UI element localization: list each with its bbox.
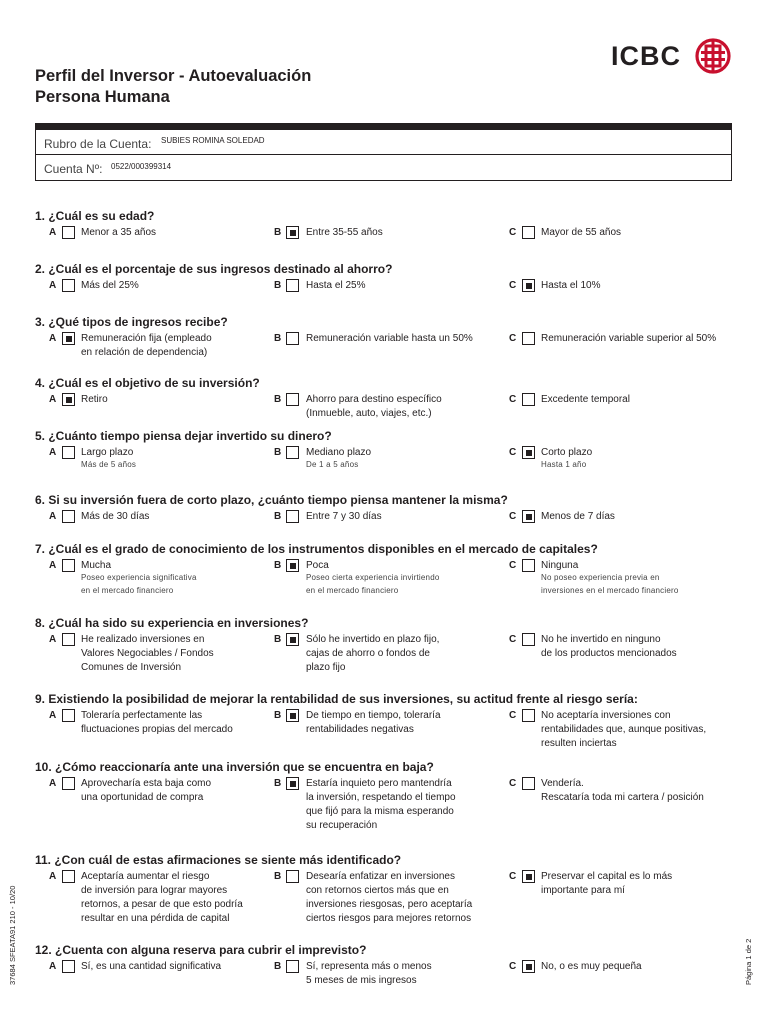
question-5 [35,429,735,469]
option-letter: A [49,280,57,291]
question-1 [35,209,735,238]
option-letter: A [49,333,57,344]
option-text [541,226,621,240]
question-6 [35,493,735,522]
option-letter: B [274,280,282,291]
form-code: 37684 SFEATA91 210 - 10/20 [8,885,17,985]
option-text-line: plazo fijo [306,662,346,673]
page-number: Página 1 de 2 [744,938,753,985]
option-text-line: Comunes de Inversión [81,662,182,673]
option-checkbox[interactable] [62,633,75,646]
option-text-line: su recuperación [306,820,378,831]
option-text-line: He realizado inversiones en [81,634,205,645]
question-title: 2. ¿Cuál es el porcentaje de sus ingresos destinado al ahorro? [35,262,393,276]
option-text [81,446,133,460]
option-letter: C [509,778,517,789]
option-letter: A [49,511,57,522]
option-text-line: Más de 30 días [81,511,150,522]
option-checkbox[interactable] [522,446,535,459]
option-text-line: Vendería. [541,778,584,789]
option-text [541,446,592,460]
option-text-line: Valores Negociables / Fondos [81,648,214,659]
question-9 [35,692,735,749]
rubro-label: Rubro de la Cuenta: [44,137,152,151]
option-text-line: Sólo he invertido en plazo fijo, [306,634,440,645]
option-text-line: resultar en una pérdida de capital [81,913,230,924]
option-checkbox[interactable] [62,960,75,973]
option-letter: C [509,710,517,721]
option-text-line: Rescataría toda mi cartera / posición [541,792,704,803]
option-letter: B [274,778,282,789]
option-text-line: importante para mí [541,885,625,896]
option-text-line: retornos, a pesar de que esto podría [81,899,243,910]
option-text [541,777,704,805]
option-text-line: Hasta el 25% [306,280,366,291]
option-letter: C [509,227,517,238]
option-text-line: que fijó para la misma esperando [306,806,454,817]
option-checkbox[interactable] [286,870,299,883]
option-text-line: la inversión, respetando el tiempo [306,792,456,803]
option-text [81,332,212,360]
option-letter: C [509,871,517,882]
option-checkbox[interactable] [286,226,299,239]
account-box [35,123,732,181]
question-4 [35,376,735,419]
option-text [541,709,706,751]
question-title: 12. ¿Cuenta con alguna reserva para cubrir el imprevisto? [35,943,367,957]
option-subtext-line: inversiones en el mercado financiero [541,585,679,595]
option-letter: C [509,634,517,645]
option-checkbox[interactable] [286,633,299,646]
option-letter: C [509,394,517,405]
option-text-line: Aceptaría aumentar el riesgo [81,871,210,882]
option-checkbox[interactable] [62,279,75,292]
option-letter: A [49,227,57,238]
option-letter: A [49,394,57,405]
option-text-line: Remuneración variable hasta un 50% [306,333,473,344]
option-text-line: Ahorro para destino específico [306,394,442,405]
option-subtext-line: Poseo cierta experiencia invirtiendo [306,573,440,582]
question-10 [35,760,735,831]
option-text-line: rentabilidades que, aunque positivas, [541,724,707,735]
option-text [541,510,615,524]
option-letter: B [274,394,282,405]
option-subtext-line: en el mercado financiero [306,585,399,595]
option-letter: B [274,227,282,238]
option-text-line: Entre 7 y 30 días [306,511,382,522]
option-checkbox[interactable] [62,870,75,883]
option-letter: B [274,710,282,721]
option-text-line: Ninguna [541,560,579,571]
question-2 [35,262,735,291]
question-title: 10. ¿Cómo reaccionaría ante una inversión que se encuentra en baja? [35,760,434,774]
question-7 [35,542,735,595]
option-letter: A [49,961,57,972]
option-letter: B [274,511,282,522]
option-letter: C [509,333,517,344]
rubro-value: SUBIES ROMINA SOLEDAD [161,136,265,145]
option-text-line: Sí, representa más o menos [306,961,432,972]
option-text-line: Desearía enfatizar en inversiones [306,871,455,882]
question-title: 9. Existiendo la posibilidad de mejorar la rentabilidad de sus inversiones, su actitud frente al riesgo sería: [35,692,638,706]
question-11 [35,853,735,924]
option-checkbox[interactable] [522,279,535,292]
option-checkbox[interactable] [286,777,299,790]
option-text-line: cajas de ahorro o fondos de [306,648,430,659]
option-text-line: fluctuaciones propias del mercado [81,724,233,735]
option-letter: B [274,447,282,458]
question-title: 4. ¿Cuál es el objetivo de su inversión? [35,376,260,390]
option-text [541,279,600,293]
option-letter: B [274,634,282,645]
option-text-line: De tiempo en tiempo, toleraría [306,710,441,721]
option-text [306,709,441,737]
account-row-cuenta [36,155,731,180]
option-checkbox[interactable] [286,279,299,292]
question-title: 11. ¿Con cuál de estas afirmaciones se siente más identificado? [35,853,402,867]
option-text [306,960,432,988]
option-letter: B [274,333,282,344]
option-text [541,960,642,974]
option-checkbox[interactable] [522,960,535,973]
option-text-line: inversiones riesgosas, pero aceptaría [306,899,473,910]
option-subtext [306,459,358,472]
option-text [306,393,442,421]
option-letter: C [509,511,517,522]
option-checkbox[interactable] [286,559,299,572]
option-text-line: de inversión para lograr mayores [81,885,228,896]
option-text [81,633,214,675]
question-3 [35,315,735,358]
option-text [306,446,371,460]
option-subtext-line: De 1 a 5 años [306,460,359,469]
option-letter: B [274,961,282,972]
option-checkbox[interactable] [522,870,535,883]
option-letter: A [49,447,57,458]
option-letter: A [49,634,57,645]
option-text-line: una oportunidad de compra [81,792,204,803]
option-text [81,559,111,573]
option-text [81,777,211,805]
option-subtext-line: en el mercado financiero [81,585,174,595]
option-text-line: No, o es muy pequeña [541,961,642,972]
question-title: 3. ¿Qué tipos de ingresos recibe? [35,315,228,329]
title-line-2: Persona Humana [35,88,170,106]
option-text [306,279,365,293]
option-text-line: ciertos riesgos para mejores retornos [306,913,472,924]
question-title: 7. ¿Cuál es el grado de conocimiento de los instrumentos disponibles en el mercado de capitales? [35,542,598,556]
option-checkbox[interactable] [522,777,535,790]
option-text-line: Menor a 35 años [81,227,157,238]
option-text [541,633,677,661]
option-letter: C [509,560,517,571]
option-text [81,226,156,240]
option-text [306,226,383,240]
option-text [81,870,243,926]
option-text-line: rentabilidades negativas [306,724,414,735]
option-text-line: Entre 35-55 años [306,227,383,238]
option-text-line: Mediano plazo [306,447,372,458]
option-checkbox[interactable] [62,709,75,722]
option-text [81,960,221,974]
option-text [81,510,149,524]
option-text-line: 5 meses de mis ingresos [306,975,417,986]
option-subtext [541,572,679,597]
account-row-rubro [36,130,731,155]
option-text [541,393,630,407]
option-checkbox[interactable] [522,226,535,239]
option-text-line: resulten inciertas [541,738,617,749]
option-checkbox[interactable] [62,446,75,459]
option-letter: C [509,961,517,972]
question-title: 1. ¿Cuál es su edad? [35,209,155,223]
option-text [306,777,456,833]
option-text-line: Aprovecharía esta baja como [81,778,212,789]
option-subtext-line: No poseo experiencia previa en [541,573,660,582]
option-text-line: Remuneración fija (empleado [81,333,212,344]
option-text-line: Más del 25% [81,280,139,291]
option-text [306,870,472,926]
question-title: 6. Si su inversión fuera de corto plazo, ¿cuánto tiempo piensa mantener la misma? [35,493,508,507]
option-checkbox[interactable] [522,393,535,406]
question-title: 5. ¿Cuánto tiempo piensa dejar invertido su dinero? [35,429,332,443]
option-checkbox[interactable] [522,709,535,722]
option-checkbox[interactable] [522,633,535,646]
option-text-line: Estaría inquieto pero mantendría [306,778,452,789]
option-text [306,559,329,573]
logo-text: ICBC [611,41,681,71]
option-text-line: No aceptaría inversiones con [541,710,671,721]
option-subtext [541,459,586,472]
option-checkbox[interactable] [62,559,75,572]
option-text [541,870,672,898]
option-text [306,332,473,346]
option-letter: B [274,560,282,571]
option-letter: A [49,560,57,571]
option-subtext [306,572,440,597]
option-text [541,332,716,346]
option-text-line: de los productos mencionados [541,648,677,659]
option-text-line: Menos de 7 días [541,511,615,522]
option-text-line: Corto plazo [541,447,593,458]
option-checkbox[interactable] [62,332,75,345]
cuenta-label: Cuenta Nº: [44,162,103,176]
option-text-line: Excedente temporal [541,394,630,405]
option-text [306,633,439,675]
option-checkbox[interactable] [62,226,75,239]
option-text-line: Hasta el 10% [541,280,601,291]
option-checkbox[interactable] [62,777,75,790]
option-checkbox[interactable] [522,559,535,572]
option-checkbox[interactable] [62,393,75,406]
option-letter: A [49,871,57,882]
option-text [81,393,108,407]
page-title [35,66,311,108]
option-checkbox[interactable] [286,960,299,973]
icbc-logo [611,37,731,77]
option-text-line: No he invertido en ninguno [541,634,661,645]
option-text [306,510,382,524]
option-text-line: Preservar el capital es lo más [541,871,673,882]
option-checkbox[interactable] [522,510,535,523]
question-12 [35,943,735,986]
option-letter: A [49,778,57,789]
option-text [81,709,233,737]
option-letter: B [274,871,282,882]
option-subtext-line: Poseo experiencia significativa [81,573,197,582]
option-text-line: Sí, es una cantidad significativa [81,961,222,972]
icbc-seal-icon [695,38,731,74]
option-checkbox[interactable] [286,709,299,722]
cuenta-value: 0522/000399314 [111,162,172,171]
option-subtext-line: Más de 5 años [81,460,137,469]
option-checkbox[interactable] [286,332,299,345]
option-text-line: Largo plazo [81,447,134,458]
option-text-line: Poca [306,560,329,571]
option-text-line: Toleraría perfectamente las [81,710,203,721]
option-letter: A [49,710,57,721]
option-text-line: Mucha [81,560,112,571]
option-text-line: Remuneración variable superior al 50% [541,333,717,344]
option-checkbox[interactable] [286,446,299,459]
option-letter: C [509,280,517,291]
option-text-line: (Inmueble, auto, viajes, etc.) [306,408,432,419]
option-checkbox[interactable] [286,510,299,523]
option-checkbox[interactable] [286,393,299,406]
option-checkbox[interactable] [62,510,75,523]
option-text [541,559,578,573]
question-title: 8. ¿Cuál ha sido su experiencia en inversiones? [35,616,309,630]
option-text-line: en relación de dependencia) [81,347,208,358]
option-subtext [81,459,136,472]
option-subtext [81,572,197,597]
question-8 [35,616,735,673]
option-text-line: Mayor de 55 años [541,227,622,238]
option-text-line: con retornos ciertos más que en [306,885,449,896]
title-line-1: Perfil del Inversor - Autoevaluación [35,67,312,85]
option-text-line: Retiro [81,394,108,405]
option-letter: C [509,447,517,458]
option-subtext-line: Hasta 1 año [541,460,587,469]
option-checkbox[interactable] [522,332,535,345]
option-text [81,279,139,293]
